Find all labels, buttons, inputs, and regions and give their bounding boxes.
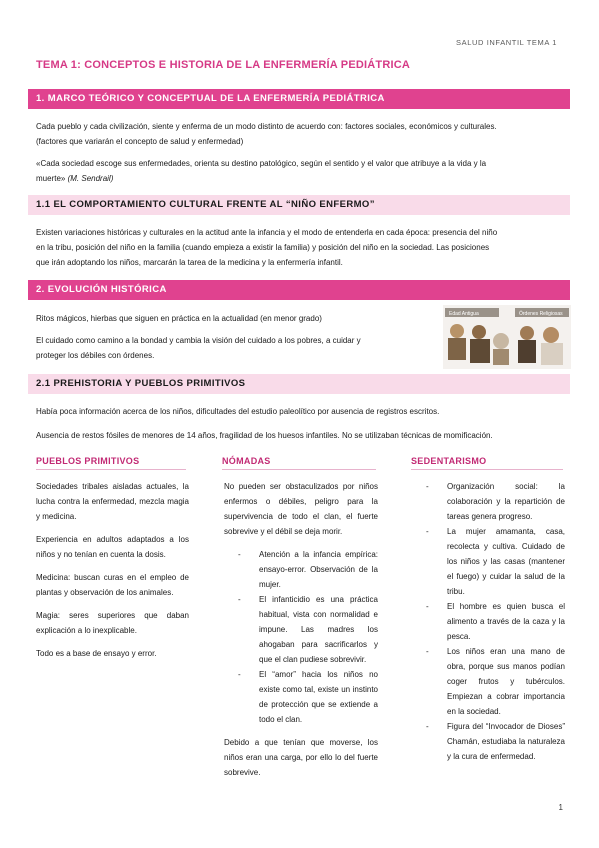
section-heading-1-1: 1.1 EL COMPORTAMIENTO CULTURAL FRENTE AL “NIÑO ENFERMO”: [28, 195, 570, 215]
section2-p2-line-1: El cuidado como camino a la bondad y cambia la visión del cuidado a los pobres, a cuidar y: [36, 336, 361, 345]
section1-quote: [36, 156, 486, 186]
running-header: SALUD INFANTIL TEMA 1: [456, 38, 557, 47]
section1-1-line-1: Existen variaciones históricas y culturales en la actitud ante la infancia y el modo de entenderla en cada época: presencia del niño: [36, 228, 498, 237]
figure-body-2: [470, 339, 490, 363]
column-heading-sedentarismo: SEDENTARISMO: [411, 456, 563, 470]
figure-body-4: [518, 340, 536, 363]
section2-1-paragraph-2: Ausencia de restos fósiles de menores de 14 años, fragilidad de los huesos infantiles. No se utilizaban técnicas de momificación.: [36, 431, 493, 440]
primitivos-paragraph-4: Magia: seres superiores que daban explicación a lo inexplicable.: [36, 611, 189, 635]
primitivos-paragraph-2: Experiencia en adultos adaptados a los niños y no tenían en cuenta la dosis.: [36, 535, 189, 559]
figure-portrait-3: [493, 333, 509, 349]
nomadas-list-item-2: - El infanticidio es una práctica habitual, vista con normalidad e impune. Las madres los ahogaban para sacrificarlos y que el clan pudiese sobrevivir.: [224, 592, 378, 667]
primitivos-paragraph-5: Todo es a base de ensayo y error.: [36, 649, 157, 658]
figure-portrait-1: [450, 324, 464, 338]
page-number: 1: [558, 803, 563, 812]
column-heading-pueblos-primitivos: PUEBLOS PRIMITIVOS: [36, 456, 186, 470]
section1-1-paragraph: [36, 225, 497, 270]
column-nomadas: [224, 479, 378, 788]
column-heading-nomadas: NÓMADAS: [222, 456, 376, 470]
quote-line-2: [36, 171, 486, 186]
section-heading-2: 2. EVOLUCIÓN HISTÓRICA: [28, 280, 570, 300]
nomadas-outro: Debido a que tenían que moverse, los niños eran una carga, por ello lo del fuerte sobrevive.: [224, 738, 378, 777]
section1-1-line-2: en la tribu, posición del niño en la familia (cuando empieza a existir la familia) y posición del niño en la sociedad. Las posiciones: [36, 243, 490, 252]
column-pueblos-primitivos: [36, 479, 189, 669]
historical-figures-image: [443, 305, 571, 369]
section1-1-line-3: que irán adoptando los niños, marcarán la tarea de la medicina y la enfermería infantil.: [36, 258, 343, 267]
figure-body-5: [541, 343, 563, 365]
nomadas-list-item-1: - Atención a la infancia empírica: ensayo-error. Observación de la mujer.: [224, 547, 378, 592]
column-sedentarismo: [412, 479, 565, 772]
section2-p2-line-2: proteger los débiles con órdenes.: [36, 351, 155, 360]
sedentarismo-list-item-2: - La mujer amamanta, casa, recolecta y cultiva. Cuidado de los niños y las casas (mantener el fuego) y cuidar la salud de la tribu.: [412, 524, 565, 599]
quote-line-2-text: muerte»: [36, 174, 68, 183]
section2-paragraph-1: Ritos mágicos, hierbas que siguen en práctica en la actualidad (en menor grado): [36, 314, 322, 323]
sedentarismo-list-item-3: - El hombre es quien busca el alimento a través de la caza y la pesca.: [412, 599, 565, 644]
section1-paragraph: [36, 119, 497, 149]
sedentarismo-list-item-4: - Los niños eran una mano de obra, porque sus manos podían coger frutos y tubérculos. Empiezan a cobrar importancia en la sociedad.: [412, 644, 565, 719]
figure-portrait-4: [520, 326, 534, 340]
document-title: TEMA 1: CONCEPTOS E HISTORIA DE LA ENFERMERÍA PEDIÁTRICA: [36, 59, 411, 71]
primitivos-paragraph-3: Medicina: buscan curas en el empleo de plantas y observación de los animales.: [36, 573, 189, 597]
quote-author: (M. Sendrail): [67, 174, 114, 183]
nomadas-intro: No pueden ser obstaculizados por niños enfermos o débiles, peligro para la supervivencia de todo el clan, el fuerte sobrevive y el débil se deja morir.: [224, 482, 378, 536]
section1-line-1: Cada pueblo y cada civilización, siente y enferma de un modo distinto de acuerdo con: factores sociales, económicos y culturales.: [36, 122, 497, 131]
figure-label-right: Órdenes Religiosas: [519, 311, 563, 317]
section1-line-2: (factores que variarán el concepto de salud y enfermedad): [36, 137, 244, 146]
nomadas-list-item-3: - El “amor” hacia los niños no existe como tal, existe un instinto de protección que se extiende a todo el clan.: [224, 667, 378, 727]
section2-paragraph-2: [36, 333, 361, 363]
nomadas-list: [224, 547, 378, 727]
primitivos-paragraph-1: Sociedades tribales aisladas actuales, la lucha contra la enfermedad, mezcla magia y medicina.: [36, 482, 189, 521]
sedentarismo-list: [412, 479, 565, 764]
figure-label-left: Edad Antigua: [449, 311, 479, 317]
sedentarismo-list-item-1: - Organización social: la colaboración y la repartición de tareas genera progreso.: [412, 479, 565, 524]
quote-line-1: «Cada sociedad escoge sus enfermedades, orienta su destino patológico, según el sentido y el valor que atribuye a la vida y la: [36, 159, 487, 168]
section-heading-2-1: 2.1 PREHISTORIA Y PUEBLOS PRIMITIVOS: [28, 374, 570, 394]
figure-portrait-5: [543, 327, 559, 343]
section-heading-1: 1. MARCO TEÓRICO Y CONCEPTUAL DE LA ENFERMERÍA PEDIÁTRICA: [28, 89, 570, 109]
sedentarismo-list-item-5: - Figura del “Invocador de Dioses” Chamán, estudiaba la naturaleza y la cura de enfermedad.: [412, 719, 565, 764]
figure-body-1: [448, 338, 466, 360]
figure-portrait-2: [472, 325, 486, 339]
figure-body-3: [493, 349, 509, 365]
section2-1-paragraph-1: Había poca información acerca de los niños, dificultades del estudio paleolítico por ausencia de registros escritos.: [36, 407, 440, 416]
